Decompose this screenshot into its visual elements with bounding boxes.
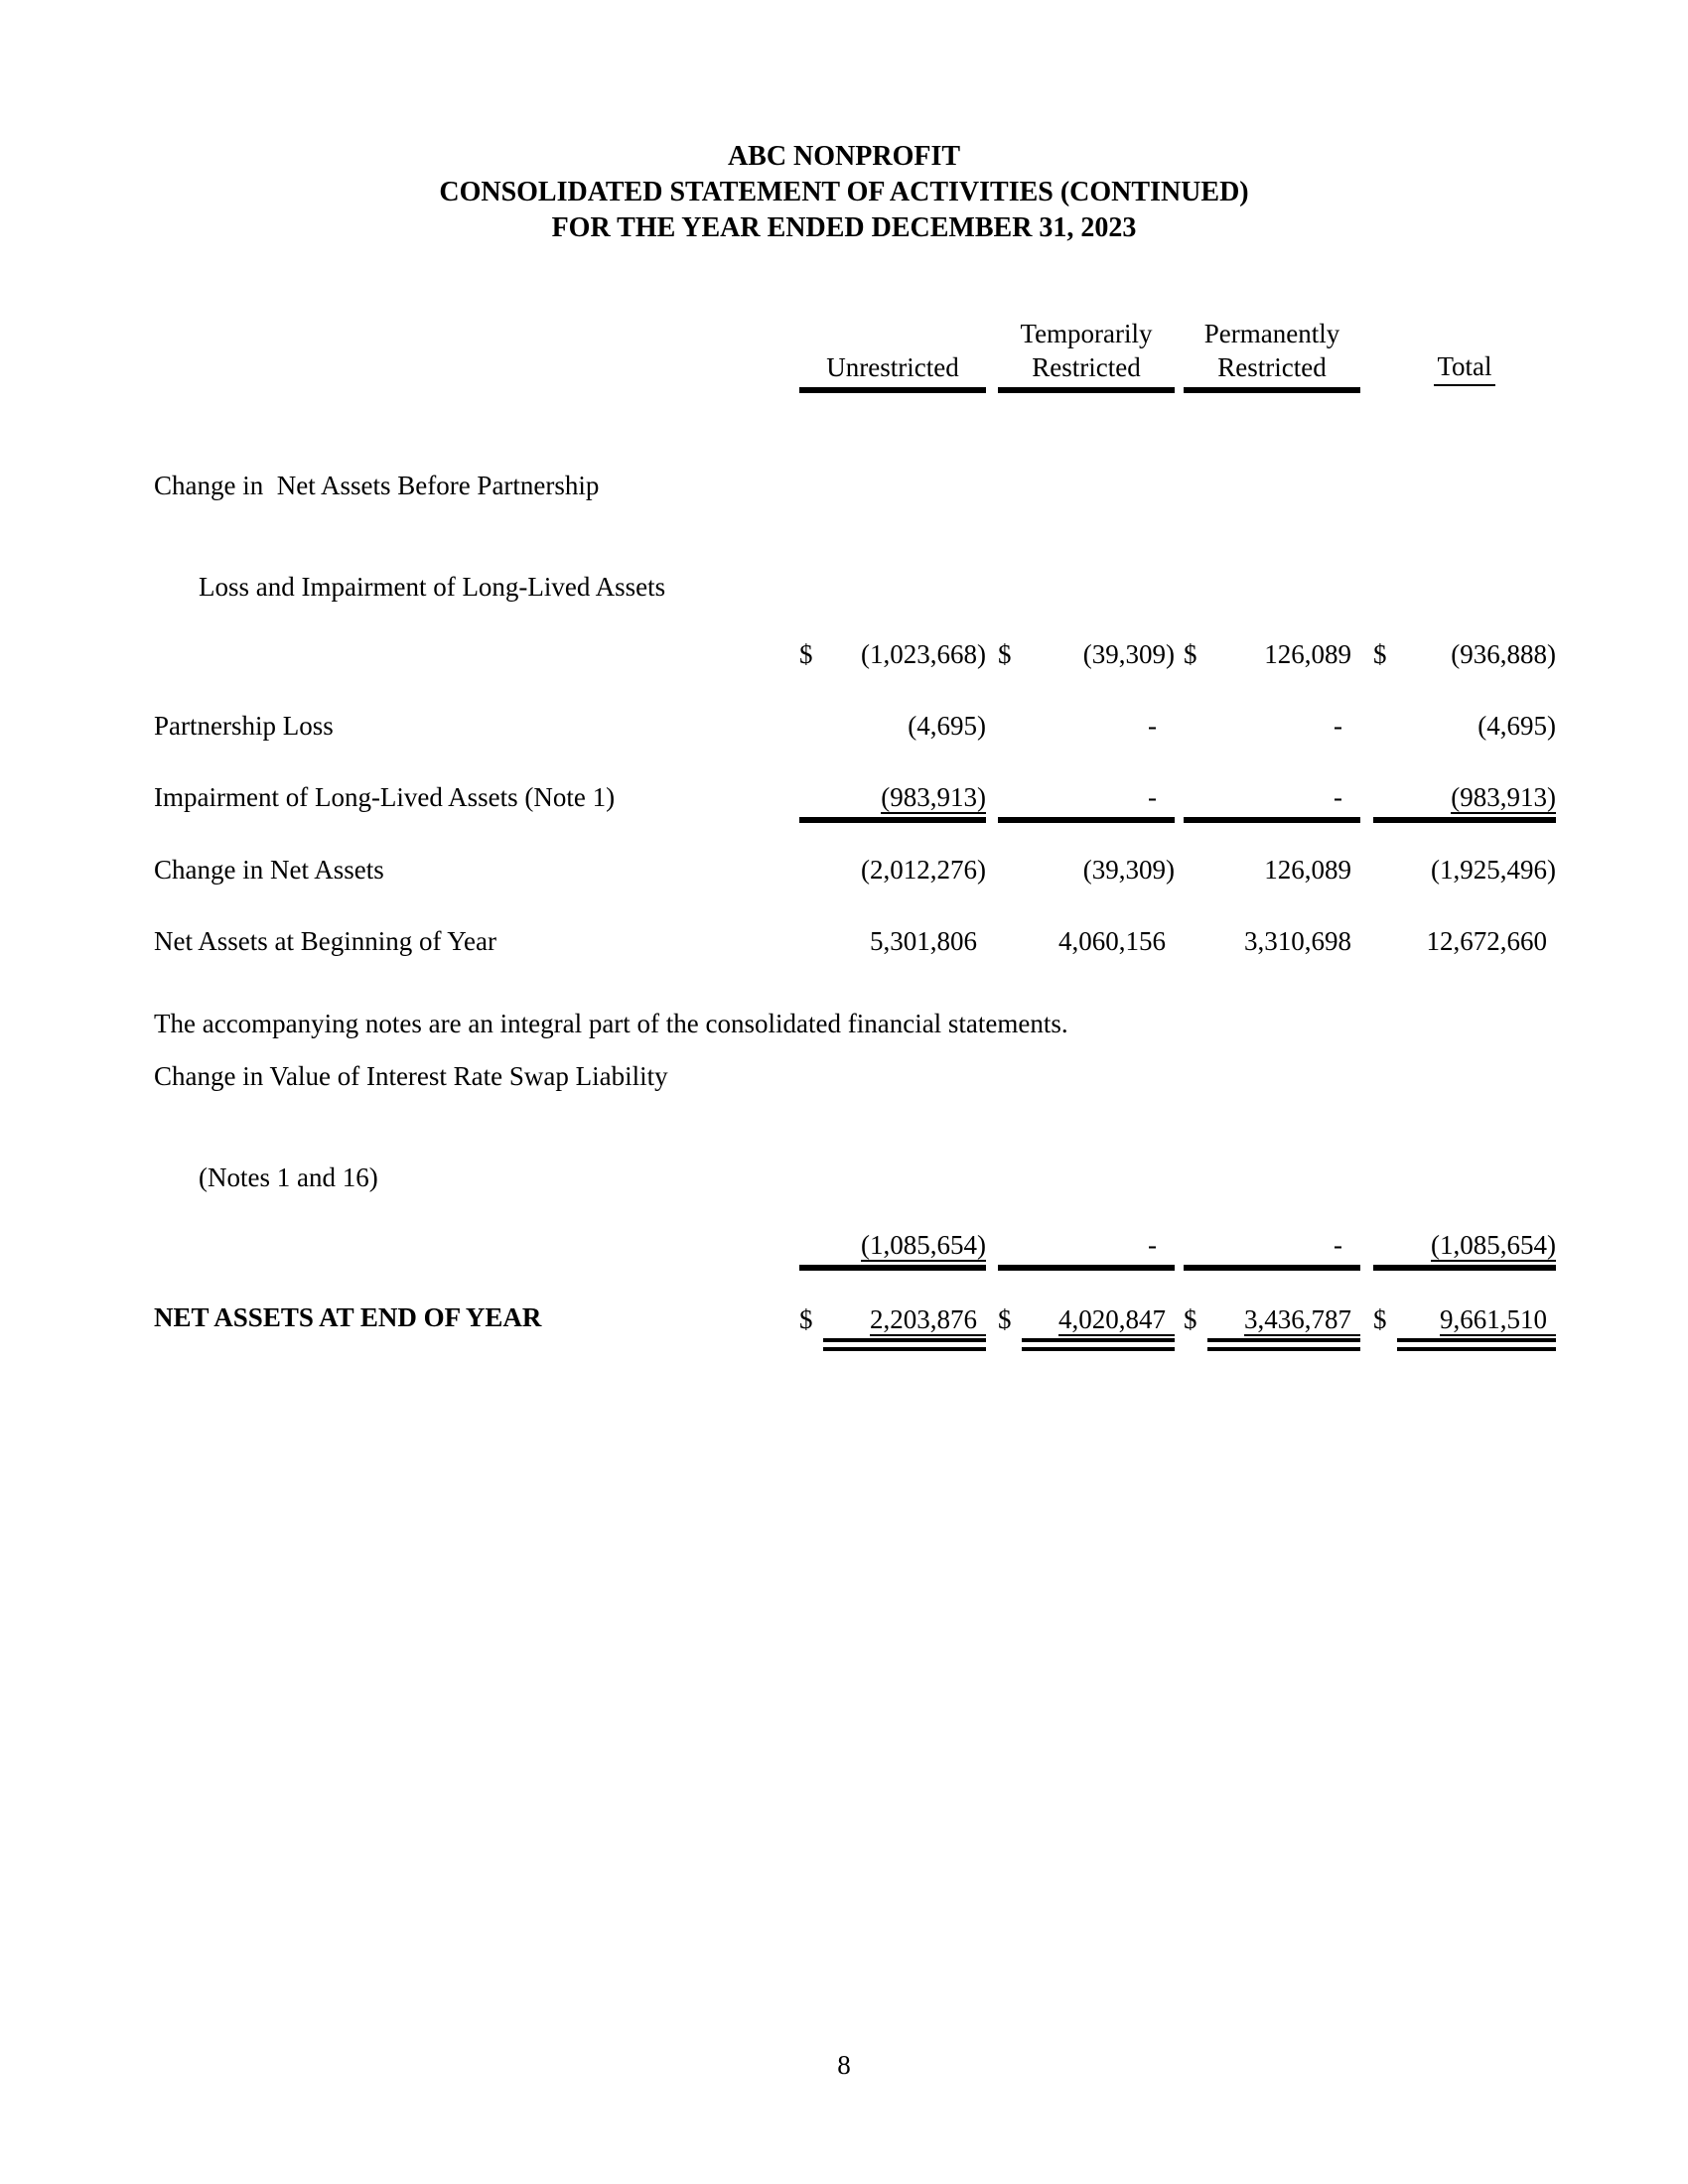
- amount-cell: [799, 853, 986, 887]
- amount-value: (1,023,668): [861, 639, 986, 669]
- amount-value: (1,925,496): [1431, 855, 1556, 885]
- amount-value: 9,661,510: [1440, 1304, 1556, 1336]
- amount-value: 3,436,787: [1244, 1304, 1360, 1336]
- table-header-row: [154, 316, 1556, 393]
- amount-value: 12,672,660: [1426, 926, 1547, 956]
- amount-value: (2,012,276): [861, 855, 986, 885]
- header-line2: Unrestricted: [826, 352, 959, 382]
- amount-value: (983,913): [881, 782, 986, 812]
- amount-cell: [998, 709, 1175, 743]
- amount-cell: [1184, 780, 1360, 823]
- table-row-partnership-loss: [154, 709, 1556, 743]
- statement-title: CONSOLIDATED STATEMENT OF ACTIVITIES (CONTINUED): [439, 177, 1249, 207]
- amount-cell: [998, 780, 1175, 823]
- header-line2: Restricted: [1032, 352, 1141, 382]
- amount-cell: [1184, 1302, 1360, 1351]
- amount-cell: [1373, 1228, 1556, 1271]
- row-label: Partnership Loss: [154, 711, 334, 741]
- amount-value: 5,301,806: [870, 926, 977, 956]
- row-label: Change in Value of Interest Rate Swap Liability (Notes 1 and 16): [154, 1061, 668, 1192]
- amount-value: (4,695): [908, 711, 986, 741]
- table-row-impairment: [154, 780, 1556, 814]
- amount-cell: [998, 637, 1175, 671]
- amount-value: (39,309): [1082, 855, 1175, 885]
- amount-cell: [1184, 924, 1360, 958]
- amount-cell: [799, 1228, 986, 1271]
- column-header-temporarily-restricted: [998, 317, 1175, 393]
- row-label: Change in Net Assets: [154, 855, 384, 885]
- dollar-sign: $: [799, 1304, 813, 1334]
- amount-value: (39,309): [1082, 639, 1175, 669]
- column-header-unrestricted: [799, 317, 986, 393]
- dollar-sign: $: [1373, 639, 1387, 669]
- amount-cell: [1373, 1302, 1556, 1351]
- page-number: 8: [837, 2050, 851, 2080]
- header-line2: Restricted: [1217, 352, 1327, 382]
- dollar-sign: $: [998, 1304, 1012, 1334]
- table-row-change-before-partnership-loss: [154, 401, 1556, 671]
- amount-cell: [799, 637, 986, 671]
- amount-value: (1,085,654): [1431, 1230, 1556, 1260]
- dollar-sign: $: [998, 639, 1012, 669]
- row-label: Change in Net Assets Before Partnership Loss and Impairment of Long-Lived Assets: [154, 471, 666, 602]
- amount-value: -: [1334, 782, 1342, 812]
- amount-cell: [1373, 780, 1556, 823]
- amount-value: 4,020,847: [1058, 1304, 1175, 1336]
- dollar-sign: $: [799, 639, 813, 669]
- column-header-total: [1373, 316, 1556, 393]
- table-row-net-assets-end: [154, 1300, 1556, 1334]
- amount-cell: [1184, 709, 1360, 743]
- amount-cell: [1373, 853, 1556, 887]
- amount-value: 4,060,156: [1058, 926, 1166, 956]
- amount-value: -: [1148, 711, 1157, 741]
- amount-value: (936,888): [1451, 639, 1556, 669]
- row-label: NET ASSETS AT END OF YEAR: [154, 1302, 542, 1332]
- row-label: Net Assets at Beginning of Year: [154, 926, 496, 956]
- amount-cell: [799, 709, 986, 743]
- amount-cell: [998, 1302, 1175, 1351]
- footnote: The accompanying notes are an integral part of the consolidated financial statements.: [154, 1009, 1068, 1038]
- header-line1: [1373, 316, 1556, 349]
- amount-cell: [799, 1302, 986, 1351]
- document-header: [0, 139, 1688, 246]
- statement-period: FOR THE YEAR ENDED DECEMBER 31, 2023: [551, 212, 1137, 243]
- header-line1: [799, 317, 986, 350]
- amount-value: (983,913): [1451, 782, 1556, 812]
- dollar-sign: $: [1184, 1304, 1197, 1334]
- amount-value: -: [1334, 1230, 1342, 1260]
- amount-cell: [1184, 1228, 1360, 1271]
- amount-cell: [1184, 853, 1360, 887]
- amount-value: (1,085,654): [861, 1230, 986, 1260]
- amount-value: 126,089: [1264, 855, 1351, 885]
- statement-table: [154, 316, 1556, 1334]
- dollar-sign: $: [1373, 1304, 1387, 1334]
- amount-value: 2,203,876: [870, 1304, 986, 1336]
- header-line1: Temporarily: [1020, 319, 1153, 348]
- amount-cell: [1373, 709, 1556, 743]
- amount-cell: [998, 853, 1175, 887]
- amount-value: -: [1148, 1230, 1157, 1260]
- amount-cell: [1184, 637, 1360, 671]
- amount-value: 3,310,698: [1244, 926, 1351, 956]
- amount-cell: [998, 1228, 1175, 1271]
- header-line2: Total: [1373, 349, 1556, 386]
- dollar-sign: $: [1184, 639, 1197, 669]
- amount-cell: [799, 924, 986, 958]
- table-row-change-in-net-assets: [154, 853, 1556, 887]
- amount-value: -: [1148, 782, 1157, 812]
- table-row-net-assets-beginning: [154, 924, 1556, 958]
- amount-value: (4,695): [1477, 711, 1556, 741]
- amount-cell: [1373, 924, 1556, 958]
- amount-cell: [998, 924, 1175, 958]
- amount-cell: [1373, 637, 1556, 671]
- amount-value: -: [1334, 711, 1342, 741]
- column-header-permanently-restricted: [1184, 317, 1360, 393]
- org-name: ABC NONPROFIT: [727, 141, 961, 172]
- amount-value: 126,089: [1264, 639, 1351, 669]
- header-line1: Permanently: [1203, 319, 1340, 348]
- amount-cell: [799, 780, 986, 823]
- row-label: Impairment of Long-Lived Assets (Note 1): [154, 782, 616, 812]
